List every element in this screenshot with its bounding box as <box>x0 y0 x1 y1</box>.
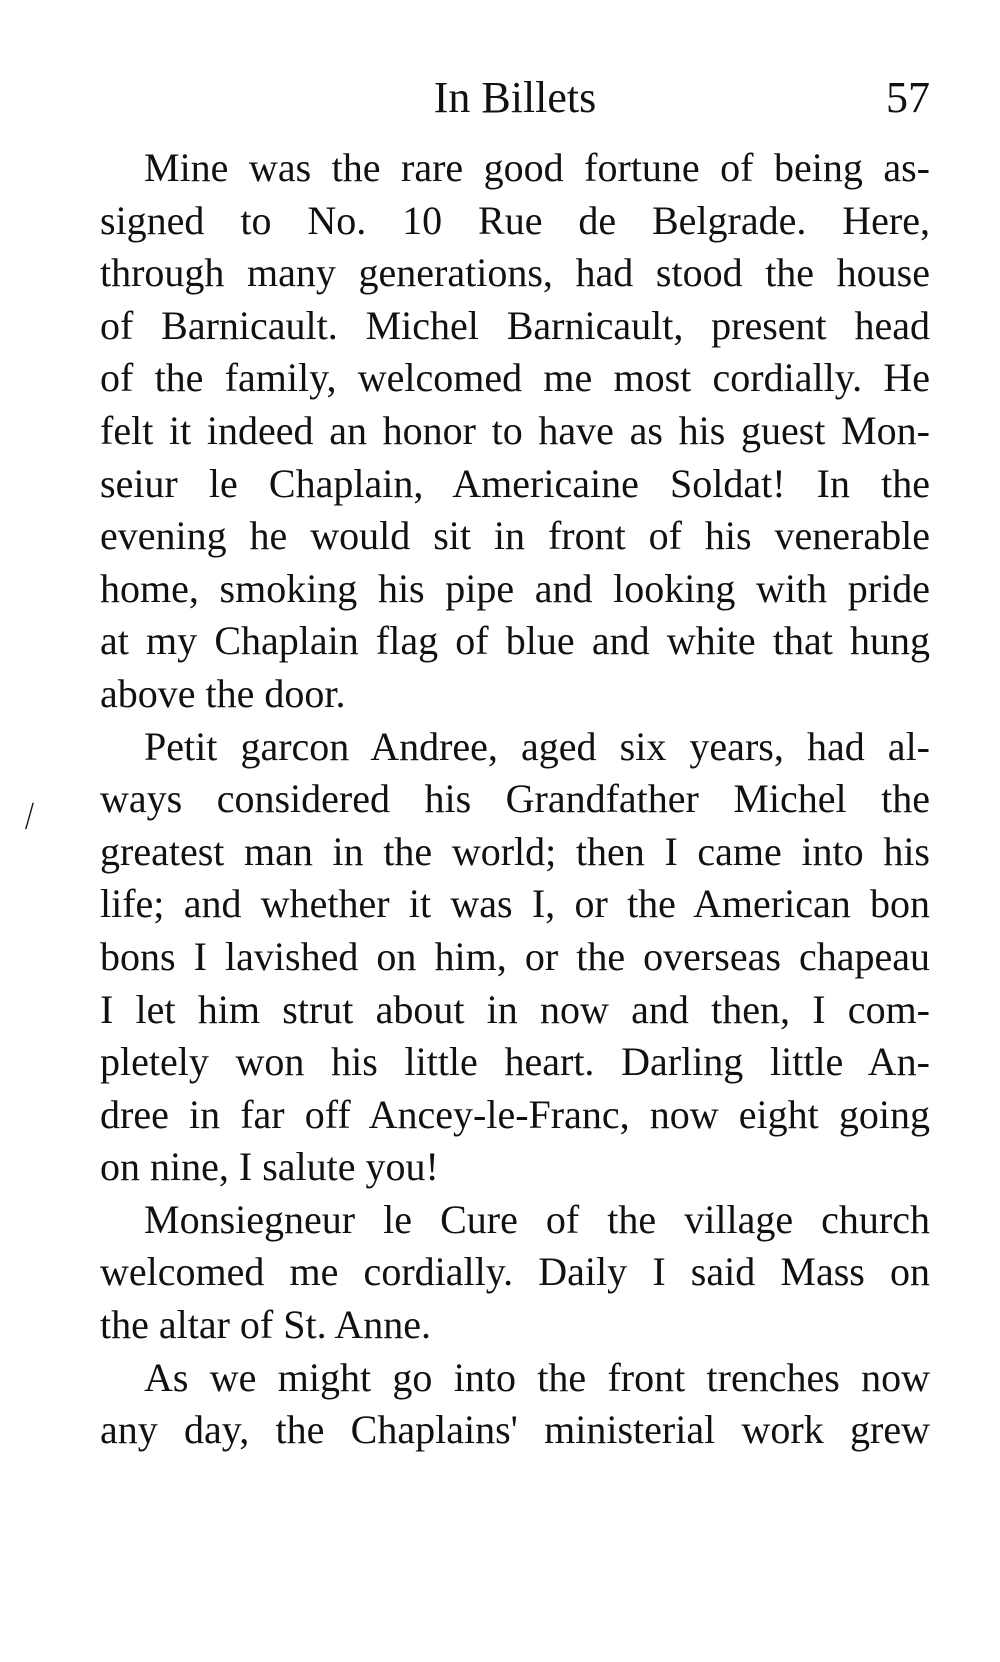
text-line: dree in far off Ancey-le-Franc, now eight going <box>100 1091 930 1137</box>
text-line: Monsiegneur le Cure of the village church <box>144 1196 930 1242</box>
text-line: seiur le Chaplain, Americaine Soldat! In the <box>100 460 930 506</box>
text-line: greatest man in the world; then I came into his <box>100 828 930 874</box>
text-line: at my Chaplain flag of blue and white that hung <box>100 618 930 664</box>
text-line: evening he would sit in front of his venerable <box>100 513 930 559</box>
running-header <box>100 68 930 128</box>
text-line: Mine was the rare good fortune of being as- <box>144 145 930 190</box>
paragraph-trenches <box>100 1352 930 1457</box>
text-line: welcomed me cordially. Daily I said Mass on <box>100 1249 930 1295</box>
text-line: of the family, welcomed me most cordially. He <box>100 355 930 401</box>
paragraph-andree <box>100 721 930 1194</box>
text-line: any day, the Chaplains' ministerial work grew <box>100 1407 930 1453</box>
text-line: bons I lavished on him, or the overseas chapeau <box>100 933 930 979</box>
text-line: pletely won his little heart. Darling little An- <box>100 1039 930 1085</box>
text-line: home, smoking his pipe and looking with pride <box>100 565 930 611</box>
text-line: As we might go into the front trenches now <box>144 1354 930 1400</box>
text-line: life; and whether it was I, or the American bon <box>100 881 930 927</box>
text-line: through many generations, had stood the house <box>100 250 930 296</box>
text-line: felt it indeed an honor to have as his guest Mon- <box>100 407 930 453</box>
text-line: ways considered his Grandfather Michel the <box>100 776 930 822</box>
text-line: signed to No. 10 Rue de Belgrade. Here, <box>100 197 930 243</box>
body-text <box>100 142 930 1457</box>
paragraph-cure <box>100 1194 930 1352</box>
pencil-mark-icon: ⁄ <box>20 798 39 835</box>
text-line: Petit garcon Andree, aged six years, had al- <box>144 723 930 769</box>
text-line: I let him strut about in now and then, I com- <box>100 986 930 1032</box>
text-line: the altar of St. Anne. <box>100 1302 432 1348</box>
text-line: above the door. <box>100 670 346 716</box>
text-line: of Barnicault. Michel Barnicault, present head <box>100 302 930 348</box>
paragraph-billet <box>100 142 930 721</box>
text-line: on nine, I salute you! <box>100 1144 439 1190</box>
chapter-title: In Billets <box>433 73 597 122</box>
page-number: 57 <box>886 73 930 122</box>
